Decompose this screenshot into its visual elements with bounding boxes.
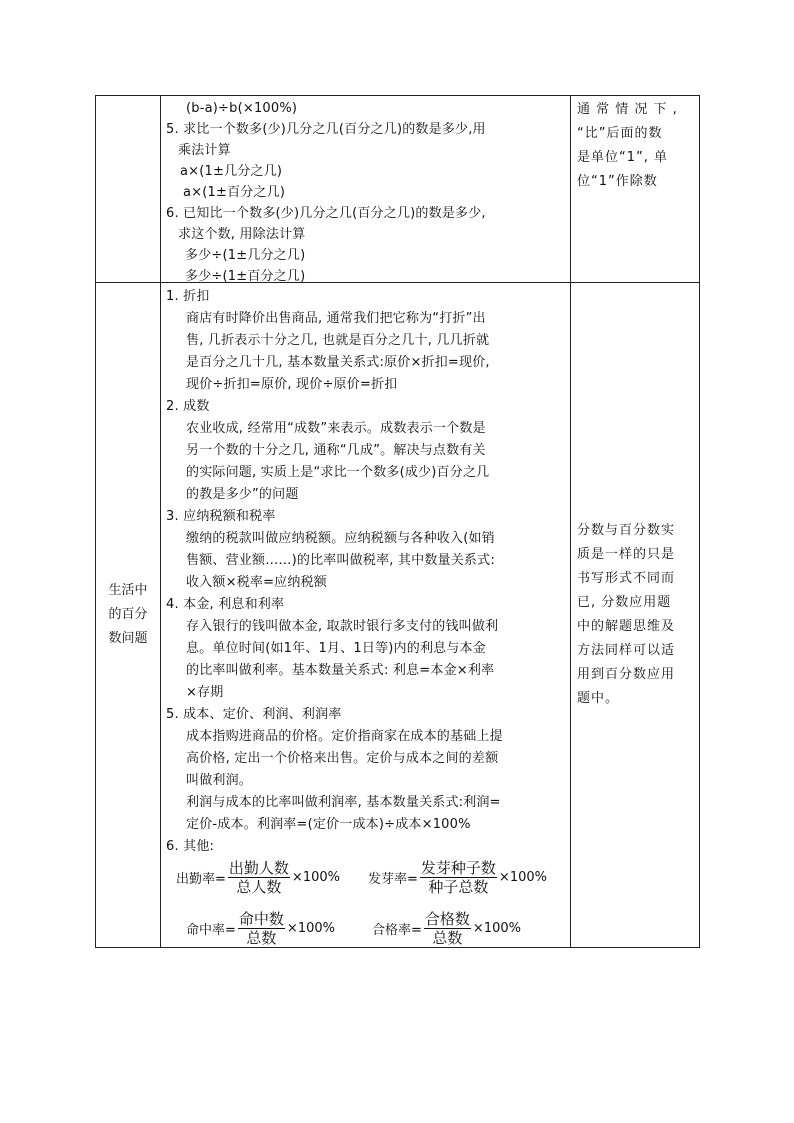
- note-line: 分数与百分数实: [577, 523, 676, 538]
- text-line: 求这个数, 用除法计算: [178, 227, 306, 242]
- fraction: $\frac{\text{发芽种子数}}{\text{种子总数}}$: [420, 859, 496, 896]
- fraction: $\frac{\text{出勤人数}}{\text{总人数}}$: [228, 859, 289, 896]
- text-line: a×(1±百分之几): [183, 185, 286, 200]
- section-heading: 1. 折扣: [166, 289, 210, 304]
- text-line: 乘法计算: [178, 143, 231, 158]
- text-line: 农业收成, 经常用“成数”来表示。成数表示一个数是: [186, 421, 486, 436]
- text-line: a×(1±几分之几): [180, 164, 283, 179]
- text-line: 售额、营业额……)的比率叫做税率, 其中数量关系式:: [186, 553, 495, 568]
- text-line: 是百分之几十几, 基本数量关系式:原价×折扣=现价,: [186, 355, 490, 370]
- content-cell: [161, 96, 571, 283]
- text-line: 叫做利润。: [186, 773, 253, 788]
- hit-rate-formula: 命中率= $\frac{\text{命中数}}{\text{总数}}$ ×100%: [186, 910, 335, 947]
- text-line: 多少÷(1±百分之几): [185, 269, 306, 284]
- text-line: 息。单位时间(如1年、1月、1日等)内的利息与本金: [186, 641, 486, 656]
- row-label: 生活中 的百分 数问题: [108, 583, 148, 646]
- text-line: 利润与成本的比率叫做利润率, 基本数量关系式:利润=: [186, 795, 501, 810]
- text-line: 收入额×税率=应纳税额: [186, 575, 327, 590]
- section-heading: 3. 应纳税额和税率: [166, 509, 276, 524]
- text-line: 多少÷(1±几分之几): [185, 248, 306, 263]
- text-line: 存入银行的钱叫做本金, 取款时银行多支付的钱叫做利: [186, 619, 499, 634]
- text-line: (b-a)÷b(×100%): [186, 101, 298, 116]
- note-line: 方法同样可以适: [577, 643, 676, 658]
- content-cell: [161, 283, 571, 948]
- note-line: 通 常 情 况 下 ,: [577, 102, 678, 117]
- section-heading: 2. 成数: [166, 399, 210, 414]
- section-heading: 6. 其他:: [166, 839, 215, 854]
- text-line: 高价格, 定出一个价格来出售。定价与成本之间的差额: [186, 751, 499, 766]
- note-cell: [571, 96, 700, 283]
- text-line: 另一个数的十分之几, 通称“几成”。解决与点数有关: [186, 443, 486, 458]
- text-line: 的教是多少”的问题: [186, 487, 299, 502]
- text-line: 售, 几折表示十分之几, 也就是百分之几十, 几几折就: [186, 333, 490, 348]
- note-line: “比”后面的数: [577, 126, 663, 141]
- text-line: 现价÷折扣=原价, 现价÷原价=折扣: [186, 377, 398, 392]
- note-line: 题中。: [577, 691, 620, 706]
- note-line: 书写形式不同而: [577, 571, 676, 586]
- section-heading: 4. 本金, 利息和利率: [166, 597, 285, 612]
- germination-formula: 发芽率= $\frac{\text{发芽种子数}}{\text{种子总数}}$ ×100%: [368, 859, 547, 896]
- text-line: ×存期: [186, 685, 224, 700]
- label-cell-empty: [96, 96, 161, 283]
- text-line: 的实际问题, 实质上是“求比一个数多(成少)百分之几: [186, 465, 490, 480]
- note-line: 位“1”作除数: [577, 174, 658, 189]
- table-row: [96, 283, 700, 948]
- text-line: 5. 求比一个数多(少)几分之几(百分之几)的数是多少,用: [166, 122, 486, 137]
- label-cell: [96, 283, 161, 948]
- pass-rate-formula: 合格率= $\frac{\text{合格数}}{\text{总数}}$ ×100%: [372, 910, 521, 947]
- text-line: 商店有时降价出售商品, 通常我们把它称为“打折”出: [186, 311, 486, 326]
- note-line: 用到百分数应用: [577, 667, 676, 682]
- note-line: 质是一样的只是: [577, 547, 676, 562]
- fraction: $\frac{\text{合格数}}{\text{总数}}$: [424, 910, 470, 947]
- note-line: 已, 分数应用题: [577, 595, 672, 610]
- note-line: 是单位“1”, 单: [577, 150, 669, 165]
- text-line: 成本指购进商品的价格。定价指商家在成本的基础上提: [186, 729, 503, 744]
- text-line: 定价-成本。利润率=(定价一成本)÷成本×100%: [186, 817, 471, 832]
- table-row: [96, 96, 700, 283]
- note-line: 中的解题思维及: [577, 619, 676, 634]
- attendance-formula: 出勤率= $\frac{\text{出勤人数}}{\text{总人数}}$ ×100%: [176, 859, 340, 896]
- text-line: 的比率叫做利率。基本数量关系式: 利息=本金×利率: [186, 663, 495, 678]
- section-heading: 5. 成本、定价、利润、利润率: [166, 707, 342, 722]
- text-line: 6. 已知比一个数多(少)几分之几(百分之几)的数是多少,: [166, 206, 486, 221]
- fraction: $\frac{\text{命中数}}{\text{总数}}$: [238, 910, 284, 947]
- knowledge-table: [95, 95, 700, 948]
- note-cell: [571, 283, 700, 948]
- text-line: 缴纳的税款叫做应纳税额。应纳税额与各种收入(如销: [186, 531, 495, 546]
